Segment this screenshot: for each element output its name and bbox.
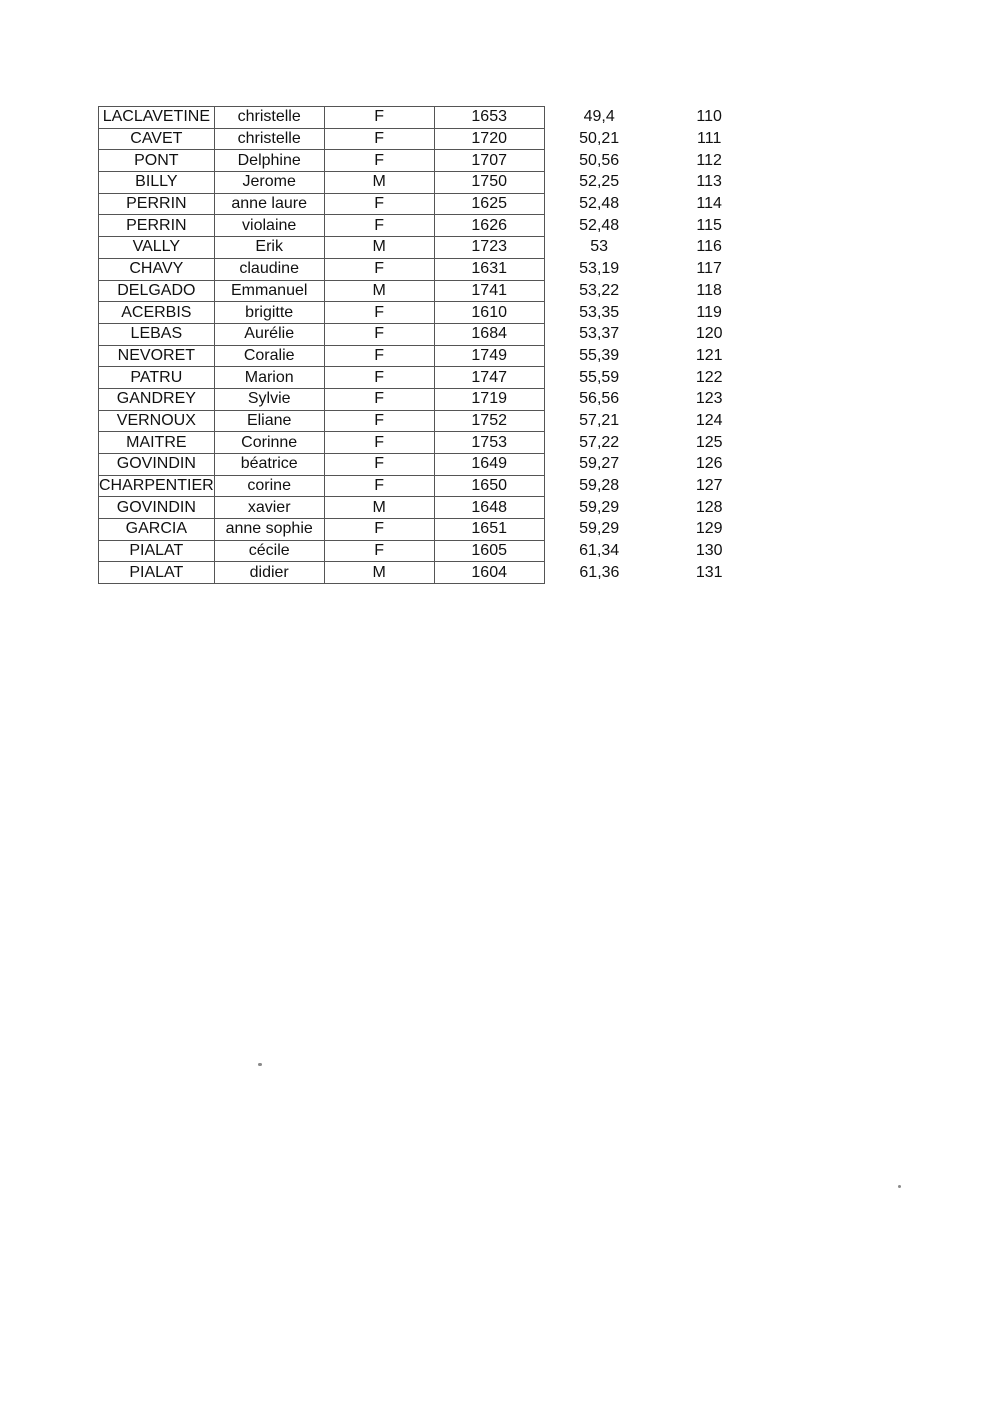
table-row [99,562,765,584]
cell-dossard: 1719 [434,388,544,410]
cell-sexe: F [324,323,434,345]
table-row [99,258,765,280]
cell-temps: 53 [590,238,609,256]
cell-dossard: 1750 [434,172,544,194]
cell-dossard: 1605 [434,540,544,562]
cell-rang: 127 [695,477,723,495]
cell-temps: 61,34 [579,542,620,560]
cell-dossard: 1684 [434,323,544,345]
cell-sexe: M [324,497,434,519]
cell-temps: 50,21 [579,130,620,148]
cell-temps: 53,22 [579,281,620,299]
cell-prenom: Marion [214,367,324,389]
scan-speck [898,1185,901,1188]
cell-rang: 111 [697,130,722,148]
cell-dossard: 1650 [434,475,544,497]
cell-nom: PIALAT [99,562,215,584]
cell-nom: ACERBIS [99,302,215,324]
cell-dossard: 1723 [434,237,544,259]
table-row [99,128,765,150]
cell-dossard: 1626 [434,215,544,237]
cell-rang: 125 [695,433,723,451]
cell-prenom: anne laure [214,193,324,215]
table-row [99,540,765,562]
cell-dossard: 1720 [434,128,544,150]
table-row [99,150,765,172]
cell-dossard: 1610 [434,302,544,324]
cell-prenom: Delphine [214,150,324,172]
cell-nom: PERRIN [99,193,215,215]
cell-prenom: Jerome [214,172,324,194]
cell-prenom: Sylvie [214,388,324,410]
cell-sexe: F [324,540,434,562]
cell-rang: 129 [695,520,723,538]
cell-prenom: Emmanuel [214,280,324,302]
cell-temps: 50,56 [579,151,620,169]
cell-nom: PATRU [99,367,215,389]
cell-rang: 116 [696,238,722,256]
cell-nom: PONT [99,150,215,172]
cell-nom: VALLY [99,237,215,259]
cell-sexe: F [324,454,434,476]
cell-temps: 55,39 [579,346,620,364]
cell-temps: 53,19 [579,260,620,278]
table-row [99,345,765,367]
cell-rang: 130 [695,542,723,560]
table-row [99,432,765,454]
results-table [98,106,765,584]
cell-sexe: F [324,410,434,432]
cell-rang: 110 [696,108,722,126]
cell-prenom: brigitte [214,302,324,324]
cell-rang: 120 [695,325,723,343]
cell-prenom: didier [214,562,324,584]
cell-dossard: 1741 [434,280,544,302]
cell-rang: 121 [695,346,723,364]
cell-rang: 128 [695,498,723,516]
cell-nom: GARCIA [99,519,215,541]
cell-prenom: Erik [214,237,324,259]
cell-temps: 59,29 [579,520,620,538]
cell-dossard: 1752 [434,410,544,432]
cell-rang: 131 [695,563,723,581]
table-row [99,172,765,194]
cell-dossard: 1749 [434,345,544,367]
cell-rang: 112 [696,151,722,169]
cell-temps: 52,25 [579,173,620,191]
cell-dossard: 1649 [434,454,544,476]
cell-temps: 49,4 [583,108,615,126]
results-table-body [99,107,765,584]
cell-temps: 53,37 [579,325,620,343]
cell-prenom: béatrice [214,454,324,476]
cell-nom: LEBAS [99,323,215,345]
cell-nom: PIALAT [99,540,215,562]
cell-temps: 52,48 [579,195,620,213]
cell-sexe: F [324,475,434,497]
cell-rang: 119 [696,303,722,321]
cell-rang: 118 [696,281,722,299]
cell-prenom: Coralie [214,345,324,367]
cell-prenom: anne sophie [214,519,324,541]
cell-nom: GOVINDIN [99,454,215,476]
cell-nom: MAITRE [99,432,215,454]
cell-prenom: claudine [214,258,324,280]
cell-temps: 59,27 [579,455,620,473]
cell-temps: 59,29 [579,498,620,516]
table-row [99,302,765,324]
cell-sexe: F [324,150,434,172]
cell-nom: GOVINDIN [99,497,215,519]
cell-prenom: violaine [214,215,324,237]
table-row [99,215,765,237]
cell-sexe: F [324,302,434,324]
cell-sexe: M [324,237,434,259]
table-row [99,367,765,389]
cell-rang: 115 [696,216,722,234]
cell-temps: 59,28 [579,477,620,495]
cell-rang: 114 [696,195,722,213]
cell-dossard: 1707 [434,150,544,172]
table-row [99,107,765,129]
cell-temps: 57,21 [579,411,620,429]
table-row [99,475,765,497]
cell-dossard: 1631 [434,258,544,280]
table-row [99,237,765,259]
cell-temps: 61,36 [579,563,620,581]
cell-prenom: Eliane [214,410,324,432]
cell-sexe: F [324,519,434,541]
cell-temps: 56,56 [579,390,620,408]
cell-rang: 123 [695,390,723,408]
cell-temps: 57,22 [579,433,620,451]
cell-sexe: F [324,193,434,215]
cell-dossard: 1753 [434,432,544,454]
cell-temps: 55,59 [579,368,620,386]
cell-temps: 53,35 [579,303,620,321]
cell-sexe: M [324,562,434,584]
cell-rang: 126 [695,455,723,473]
cell-nom: DELGADO [99,280,215,302]
cell-sexe: F [324,345,434,367]
table-row [99,323,765,345]
cell-prenom: xavier [214,497,324,519]
cell-sexe: F [324,128,434,150]
cell-dossard: 1648 [434,497,544,519]
cell-rang: 113 [696,173,722,191]
table-row [99,454,765,476]
cell-prenom: cécile [214,540,324,562]
cell-nom: PERRIN [99,215,215,237]
cell-dossard: 1747 [434,367,544,389]
cell-dossard: 1653 [434,107,544,129]
cell-temps: 52,48 [579,216,620,234]
table-row [99,280,765,302]
cell-prenom: Aurélie [214,323,324,345]
cell-nom: BILLY [99,172,215,194]
cell-sexe: M [324,280,434,302]
cell-prenom: Corinne [214,432,324,454]
table-row [99,410,765,432]
table-row [99,519,765,541]
cell-nom: CHAVY [99,258,215,280]
cell-prenom: corine [214,475,324,497]
cell-dossard: 1625 [434,193,544,215]
cell-sexe: F [324,215,434,237]
table-row [99,388,765,410]
cell-sexe: F [324,367,434,389]
scan-speck [258,1063,262,1066]
cell-sexe: F [324,107,434,129]
cell-dossard: 1651 [434,519,544,541]
cell-dossard: 1604 [434,562,544,584]
cell-nom: LACLAVETINE [99,107,215,129]
cell-rang: 122 [695,368,723,386]
cell-nom: CHARPENTIER [99,475,215,497]
cell-nom: NEVORET [99,345,215,367]
cell-nom: VERNOUX [99,410,215,432]
cell-sexe: F [324,388,434,410]
table-row [99,193,765,215]
cell-nom: GANDREY [99,388,215,410]
cell-sexe: F [324,258,434,280]
cell-prenom: christelle [214,107,324,129]
cell-prenom: christelle [214,128,324,150]
cell-rang: 117 [696,260,722,278]
cell-sexe: M [324,172,434,194]
cell-nom: CAVET [99,128,215,150]
cell-rang: 124 [695,411,723,429]
cell-sexe: F [324,432,434,454]
table-row [99,497,765,519]
